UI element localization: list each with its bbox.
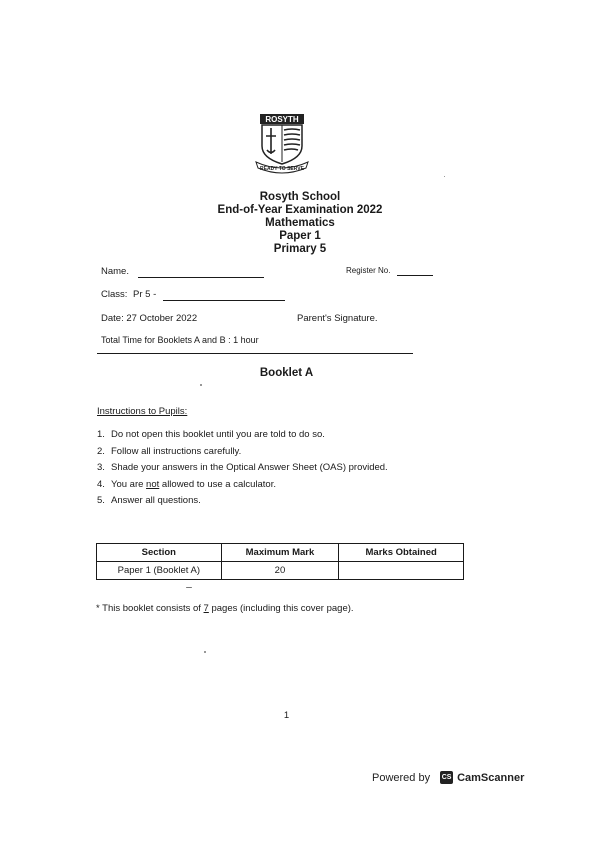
exam-title: End-of-Year Examination 2022: [217, 204, 383, 216]
instruction-text: allowed to use a calculator.: [159, 478, 276, 490]
powered-by-label: Powered by: [372, 771, 431, 784]
class-field[interactable]: [101, 289, 285, 301]
svg-text:READY TO SERVE: READY TO SERVE: [260, 166, 304, 172]
level-title: Primary 5: [273, 243, 327, 255]
instruction-text: Follow all instructions carefully.: [111, 445, 242, 457]
note-text: * This booklet consists of: [96, 603, 204, 614]
name-blank[interactable]: [138, 266, 264, 278]
instruction-number: 5.: [97, 495, 105, 506]
page-count: 7: [203, 603, 209, 614]
scan-speck: [200, 384, 202, 386]
school-name: Rosyth School: [259, 191, 341, 203]
register-blank[interactable]: [397, 266, 433, 276]
svg-text:ROSYTH: ROSYTH: [265, 115, 299, 124]
parent-signature-label: Parent's Signature.: [297, 313, 378, 324]
total-time: Total Time for Booklets A and B : 1 hour: [101, 335, 259, 345]
scan-speck: [186, 587, 192, 588]
name-field[interactable]: [101, 266, 264, 278]
instruction-number: 4.: [97, 478, 105, 490]
instruction-emphasis: not: [146, 478, 160, 490]
class-blank[interactable]: [163, 289, 285, 301]
camscanner-brand: CamScanner: [457, 771, 525, 784]
scan-speck: [204, 651, 206, 653]
instruction-item: [97, 428, 388, 445]
class-prefix: Pr 5 -: [133, 289, 157, 300]
marks-table: [96, 543, 464, 580]
paper-title: Paper 1: [279, 230, 321, 242]
instruction-item: [97, 445, 388, 462]
note-text: pages (including this cover page).: [208, 603, 354, 614]
register-label: Register No.: [346, 266, 391, 275]
page-count-note: [96, 603, 354, 614]
instructions-title: Instructions to Pupils:: [97, 406, 188, 417]
instruction-item: [97, 461, 388, 478]
table-cell: Paper 1 (Booklet A): [97, 562, 222, 580]
instructions-list: [97, 428, 388, 511]
instruction-text: Shade your answers in the Optical Answer Sheet (OAS) provided.: [111, 462, 388, 473]
table-header-row: [97, 544, 464, 562]
exam-date: Date: 27 October 2022: [101, 313, 198, 324]
class-label: Class:: [101, 289, 128, 300]
camscanner-icon: CS: [440, 771, 453, 784]
booklet-title: Booklet A: [259, 367, 314, 379]
table-row: [97, 562, 464, 580]
table-header-cell: Marks Obtained: [339, 544, 464, 562]
page-number: 1: [283, 710, 290, 721]
camscanner-watermark: [372, 771, 524, 784]
instruction-text: You are: [111, 478, 147, 490]
name-label: Name.: [101, 266, 129, 277]
table-cell: 20: [221, 562, 339, 580]
table-header-cell: Maximum Mark: [221, 544, 339, 562]
instruction-number: 2.: [97, 445, 105, 457]
instruction-item: [97, 494, 388, 511]
scan-speck: [444, 176, 445, 177]
instruction-item: [97, 478, 388, 495]
register-field[interactable]: [346, 266, 433, 276]
school-crest-logo: [254, 112, 310, 174]
instruction-text: Answer all questions.: [111, 495, 201, 506]
divider-line: [97, 353, 413, 354]
instruction-text: Do not open this booklet until you are told to do so.: [111, 429, 325, 440]
table-header-cell: Section: [97, 544, 222, 562]
instruction-number: 1.: [97, 429, 105, 440]
marks-obtained-cell[interactable]: [339, 562, 464, 580]
subject-title: Mathematics: [265, 217, 335, 229]
instruction-number: 3.: [97, 462, 105, 473]
